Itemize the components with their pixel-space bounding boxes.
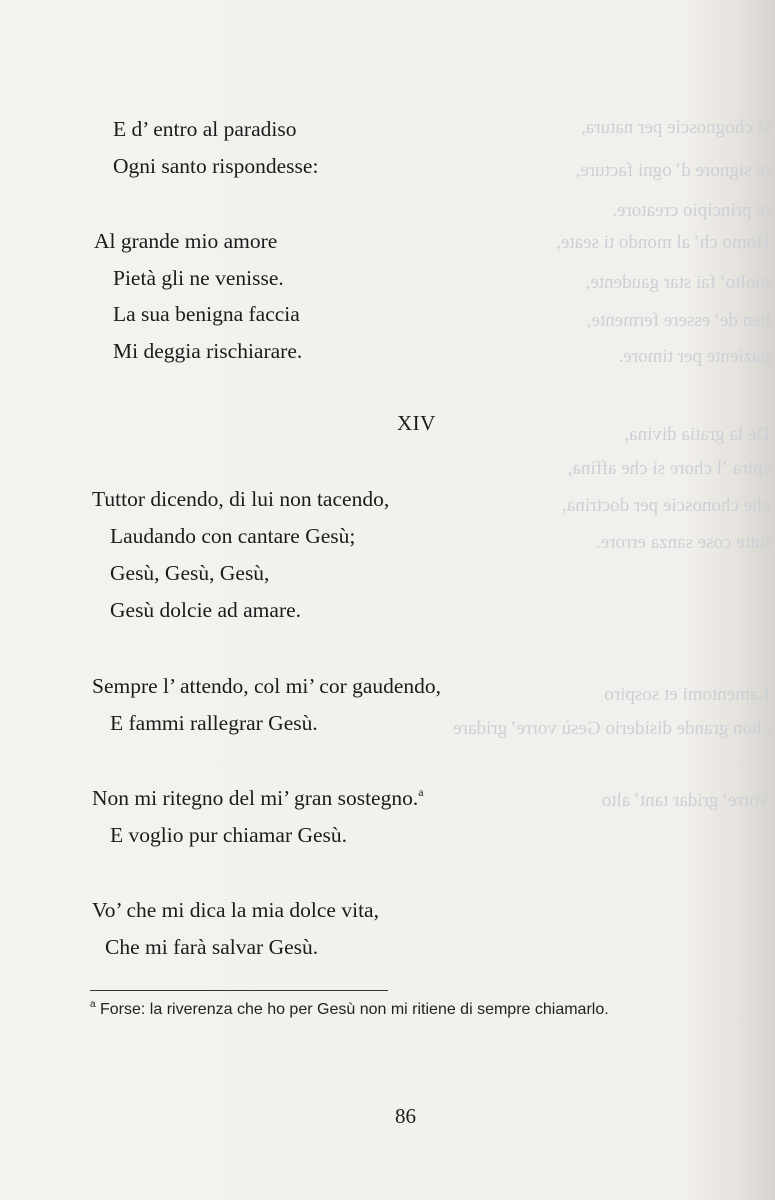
verse-line: Al grande mio amore [94,229,278,253]
section-heading: XIV [397,411,436,435]
verse-line: Mi deggia rischiarare. [113,339,303,363]
verse-line: Gesù dolcie ad amare. [110,598,302,622]
verse-line: Tuttor dicendo, di lui non tacendo, [92,487,390,511]
verse-line [92,786,424,811]
verse-line: Vo’ che mi dica la mia dolce vita, [92,898,379,922]
footnote-divider [90,990,388,991]
verse-line: Ogni santo rispondesse: [113,154,319,178]
footnote [90,1001,609,1019]
verse-line: La sua benigna faccia [113,302,300,326]
verse-line: E voglio pur chiamar Gesù. [110,823,348,847]
book-page: si chognoscie per natura, te signore d’ ogni facture, te principio creatore. Homo ch’ al mondo ti seate, molto’ fai star gaudente, ben de’ essere fermente, paziente per timore. De la gratia divina, spira ’l chore sì che affina, che chonoscie per doctrina, tutte cose sanza errore. Lamentomi et sospiro chon grande disiderio Gesù vorre’ gridare Vorre’ gridar tant’ alto E d’ entro al paradiso Ogni santo rispondesse: Al grande mio amore Pietà gli ne venisse. La sua benigna faccia Mi deggia rischiarare. XIV Tuttor dicendo, di lui non tacendo, Laudando con cantare Gesù; Gesù, Gesù, Gesù, Gesù dolcie ad amare. Sempre l’ attendo, col mi’ cor gaudendo, E fammi rallegrar Gesù. Non mi ritegno del mi’ gran sostegno.$^a$ E voglio pur chiamar Gesù. Vo’ che mi dica la mia dolce vita, Che mi farà salvar Gesù. $^a$ Forse: la riverenza che ho per Gesù non mi ritiene di sempre chiamarlo. 86 [0,0,775,1200]
verse-line: Sempre l’ attendo, col mi’ cor gaudendo, [92,674,442,698]
verse-line: Che mi farà salvar Gesù. [105,935,319,959]
footnote-marker: a [418,785,424,799]
verse-line: E d’ entro al paradiso [113,117,297,141]
verse-line: E fammi rallegrar Gesù. [110,711,318,735]
verse-text: Non mi ritegno del mi’ gran sostegno. [92,786,419,810]
footnote-text: Forse: la riverenza che ho per Gesù non mi ritiene di sempre chiamarlo. [95,1001,609,1018]
verse-line: Gesù, Gesù, Gesù, [110,561,270,585]
verse-line: Laudando con cantare Gesù; [110,524,356,548]
footnote-marker: a [90,999,96,1010]
page-number: 86 [395,1104,416,1128]
verse-line: Pietà gli ne venisse. [113,266,284,290]
